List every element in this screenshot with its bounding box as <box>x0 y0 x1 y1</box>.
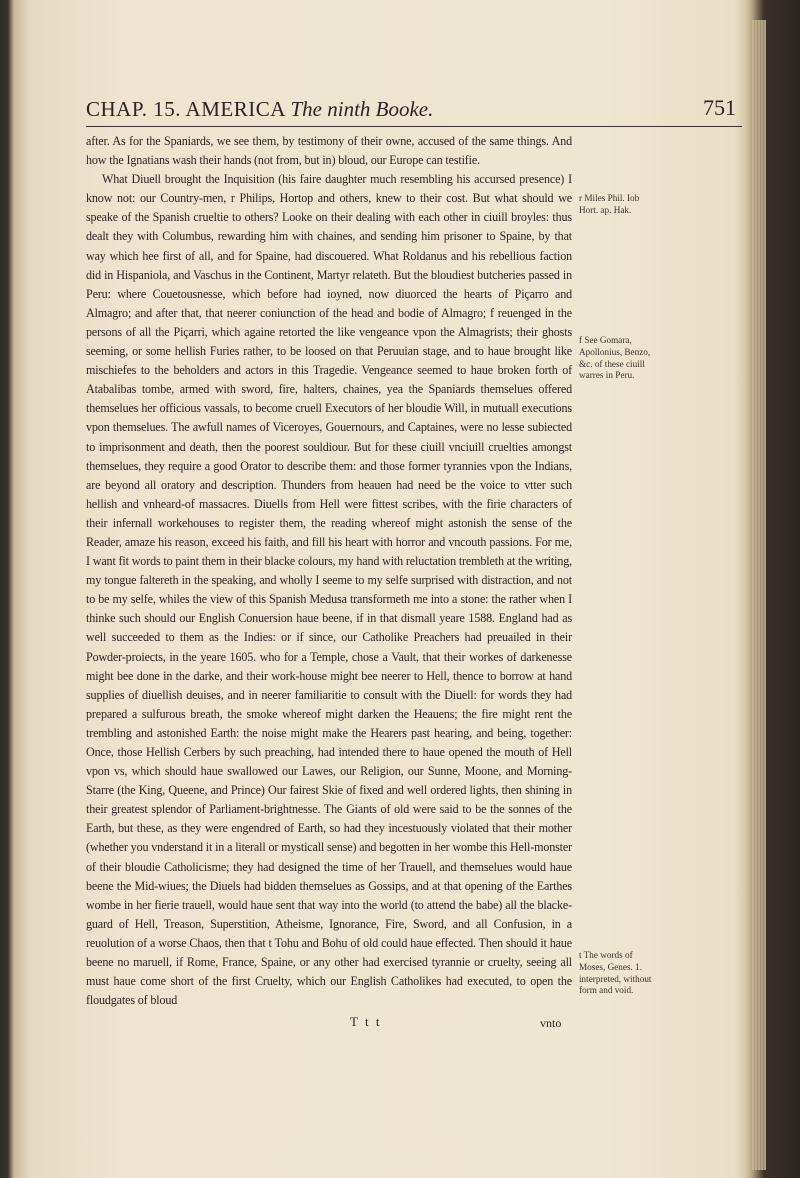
catchword: vnto <box>540 1016 562 1030</box>
chapter-label: CHAP. 15. <box>86 97 181 121</box>
running-header <box>86 97 736 123</box>
title-america: AMERICA <box>185 97 285 121</box>
paragraph-1: after. As for the Spaniards, we see them, by testimony of their owne, accused of the same things. And how the Ignatians wash their hands (not from, but in) bloud, our Europe can testifie. <box>86 134 572 168</box>
margin-note-r: r Miles Phil. Iob Hort. ap. Hak. <box>579 193 640 215</box>
header-rule <box>86 126 742 127</box>
page-number: 751 <box>703 95 736 120</box>
body-text <box>86 132 572 1010</box>
signature-mark: T t t <box>350 1014 382 1029</box>
paragraph-2: What Diuell brought the Inquisition (his faire daughter much resembling his accursed presence) I know not: our Country-men, r Philips, Hortop and others, knew to their cost. But what should we speake of the Spanish crueltie to others? Looke on their dealing with each other in ciuill broyles: thus dealt they with Columbus, rewarding him with chaines, and sending him prisoner to Spaine, by that way which hee first of all, and for Spaine, had discouered. What Roldanus and his rebellious faction did in Hispaniola, and Vaschus in the Continent, Martyr relateth. But the bloudiest butcheries passed in Peru: where Couetousnesse, which before had ioyned, now diuorced the hearts of Piçarro and Almagro; and after that, that neerer coniunction of the head and bodie of Almagro; f reuenged in the persons of all the Piçarri, which againe retorted the like vengeance vpon the Almagrists; their ghosts seeming, or some hellish Furies rather, to be loosed on that Peruuian stage, and to haue brought like mischiefes to the beholders and actors in this Tragedie. Vengeance seemed to haue broken forth of Atabalibas tombe, armed with sword, fire, halters, chaines, yea the Spaniards themselues offered themselues her officious vassals, to become cruell Executors of her bloudie Will, in mutuall executions vpon themselues. The awfull names of Viceroyes, Gouernours, and Captaines, were no lesse subiected to imprisonment and death, then the poorest souldiour. But for these ciuill vnciuill cruelties amongst themselues, they require a good Orator to describe them: and those former tyrannies vpon the Indians, are beyond all oratory and description. Thunders from heauen had need be the voice to vtter such hellish and vnheard-of massacres. Diuells from Hell were fittest scribes, with the firie characters of their infernall workehouses to register them, the reading whereof might astonish the sense of the Reader, amaze his reason, exceed his faith, and fill his heart with horror and vncouth passions. For me, I want fit words to paint them in their blacke colours, my hand with reluctation trembleth at the writing, my tongue faltereth in the speaking, and wholly I seeme to my selfe surprised with distraction, and not to be my selfe, whiles the view of this Spanish Medusa transformeth me into a stone: the rather when I thinke such should our English Conuersion haue beene, if in that dismall yeare 1588. England had as well succeeded to them as the Indies: or if since, our Catholike Preachers had preuailed in their Powder-proiects, in the yeare 1605. who for a Temple, chose a Vault, that their workes of darkenesse might bee done in the darke, and their work-house might bee neerer to Hell, thence to borrow at hand supplies of diuellish deuises, and in neerer familiaritie to consult with the Diuell: for words they had prepared a sulfurous breath, the smoke whereof might darken the Heauens; the fire might rent the trembling and astonished Earth: the noise might make the Hearers past hearing, and being, together: Once, those Hellish Cerbers by such preaching, had intended there to haue opened the mouth of Hell vpon vs, which should haue swallowed our Lawes, our Religion, our Sunne, Moone, and Morning-Starre (the King, Queene, and Prince) Our fairest Skie of fixed and well ordered lights, then shining in their greatest splendor of Parliament-brightnesse. The Giants of old were said to be the sonnes of the Earth, but these, as they were engendred of Earth, so had they incestuously violated that their mother (whether you vnderstand it in a literall or mysticall sense) and begotten in her wombe this Hell-monster of their bloudie Catholicisme; they had designed the time of her Trauell, and themselues would haue beene the Mid-wiues; the Diuels had bidden themselues as Gossips, and at that opening of the Earthes wombe in her fierie trauell, would haue sent that way into the world (to attend the babe) all the blacke-guard of Hell, Treason, Superstition, Atheisme, Ignorance, Fire, Sword, and all Confusion, in a reuolution of a worse Chaos, then that t Tohu and Bohu of old could haue effected. Then should it haue beene no maruell, if Rome, France, Spaine, or any other had exercised tyrannie or cruelty, seeing all must haue come short of the first Cruelty, which our English Catholikes had executed, to open the floudgates of bloud <box>86 172 572 1008</box>
margin-note-t: t The words of Moses, Genes. 1. interpreted, without form and void. <box>579 950 652 996</box>
book-label: The ninth Booke. <box>290 97 434 121</box>
margin-note-f: f See Gomara, Apollonius, Benzo, &c. of these ciuill warres in Peru. <box>579 335 651 381</box>
running-title <box>86 97 433 122</box>
page-edge-stack <box>752 20 766 1170</box>
